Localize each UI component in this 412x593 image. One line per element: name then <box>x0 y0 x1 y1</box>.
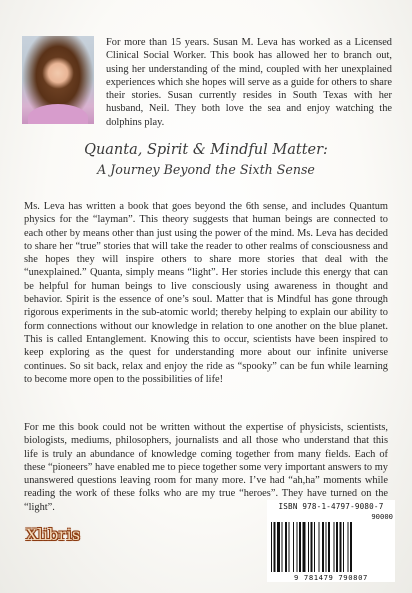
isbn-barcode <box>267 500 395 582</box>
isbn-text: ISBN 978-1-4797-9080-7 <box>278 502 384 511</box>
publisher-logo: Xlibris <box>26 525 81 544</box>
price-code: 90000 <box>371 512 393 521</box>
author-photo-shoulders <box>28 104 88 124</box>
barcode-bars <box>271 522 391 572</box>
book-description: Ms. Leva has written a book that goes beyond the 6th sense, and includes Quantum physics for the “layman”. This theory suggests that human beings are connected to each other by means other than just using the power of the mind. Ms. Leva has decided to share her “true” stories that will take the reader to other realms of consciousness and she hopes they will inspire others to share more stories that deal with the “unexplained.” Quanta, simply means “light”. Her stories include this energy that can be helpful for human beings to live consciously using awareness in thought and behavior. Spirit is the essence of one’s soul. Matter that is Mindful has gone through rigorous experiments in the sub-atomic world; thereby helping to explain our ability to form connections without our knowledge in relation to one another on the blue planet. This is called Entanglement. Knowing this to occur, scientists have been inspired to keep exploring as the quest for understanding more about our infinite universe continues. So sit back, relax and enjoy the ride as “spooky” can be fun while learning to become more open to the possibilities of life! <box>24 201 388 385</box>
author-photo <box>22 36 94 124</box>
author-bio: For more than 15 years. Susan M. Leva has worked as a Licensed Clinical Social Worker. This book has allowed her to branch out, using her understanding of the mind, coupled with her unexplained experiences which she hopes will serve as a guide for others to share their stories. Susan currently resides in South Texas with her husband, Neil. They both love the sea and enjoy watching the dolphins play. <box>106 37 392 128</box>
author-acknowledgement: For me this book could not be written without the expertise of physicists, scientists, biologists, mediums, philosophers, journalists and all those who understand that this life is truly an abundance of knowledge coming together from many fields. Each of these “pioneers” have enabled me to piece together some very important answers to my unanswered questions leaving room for many more. I’ve had “ah,ha” moments while reading the work of these folks who are my true “heroes”. They have turned on the “light”. <box>24 422 388 513</box>
book-title: Quanta, Spirit & Mindful Matter: <box>84 142 328 158</box>
ean-number: 9 781479 790807 <box>294 573 368 582</box>
book-subtitle: A Journey Beyond the Sixth Sense <box>97 162 315 177</box>
